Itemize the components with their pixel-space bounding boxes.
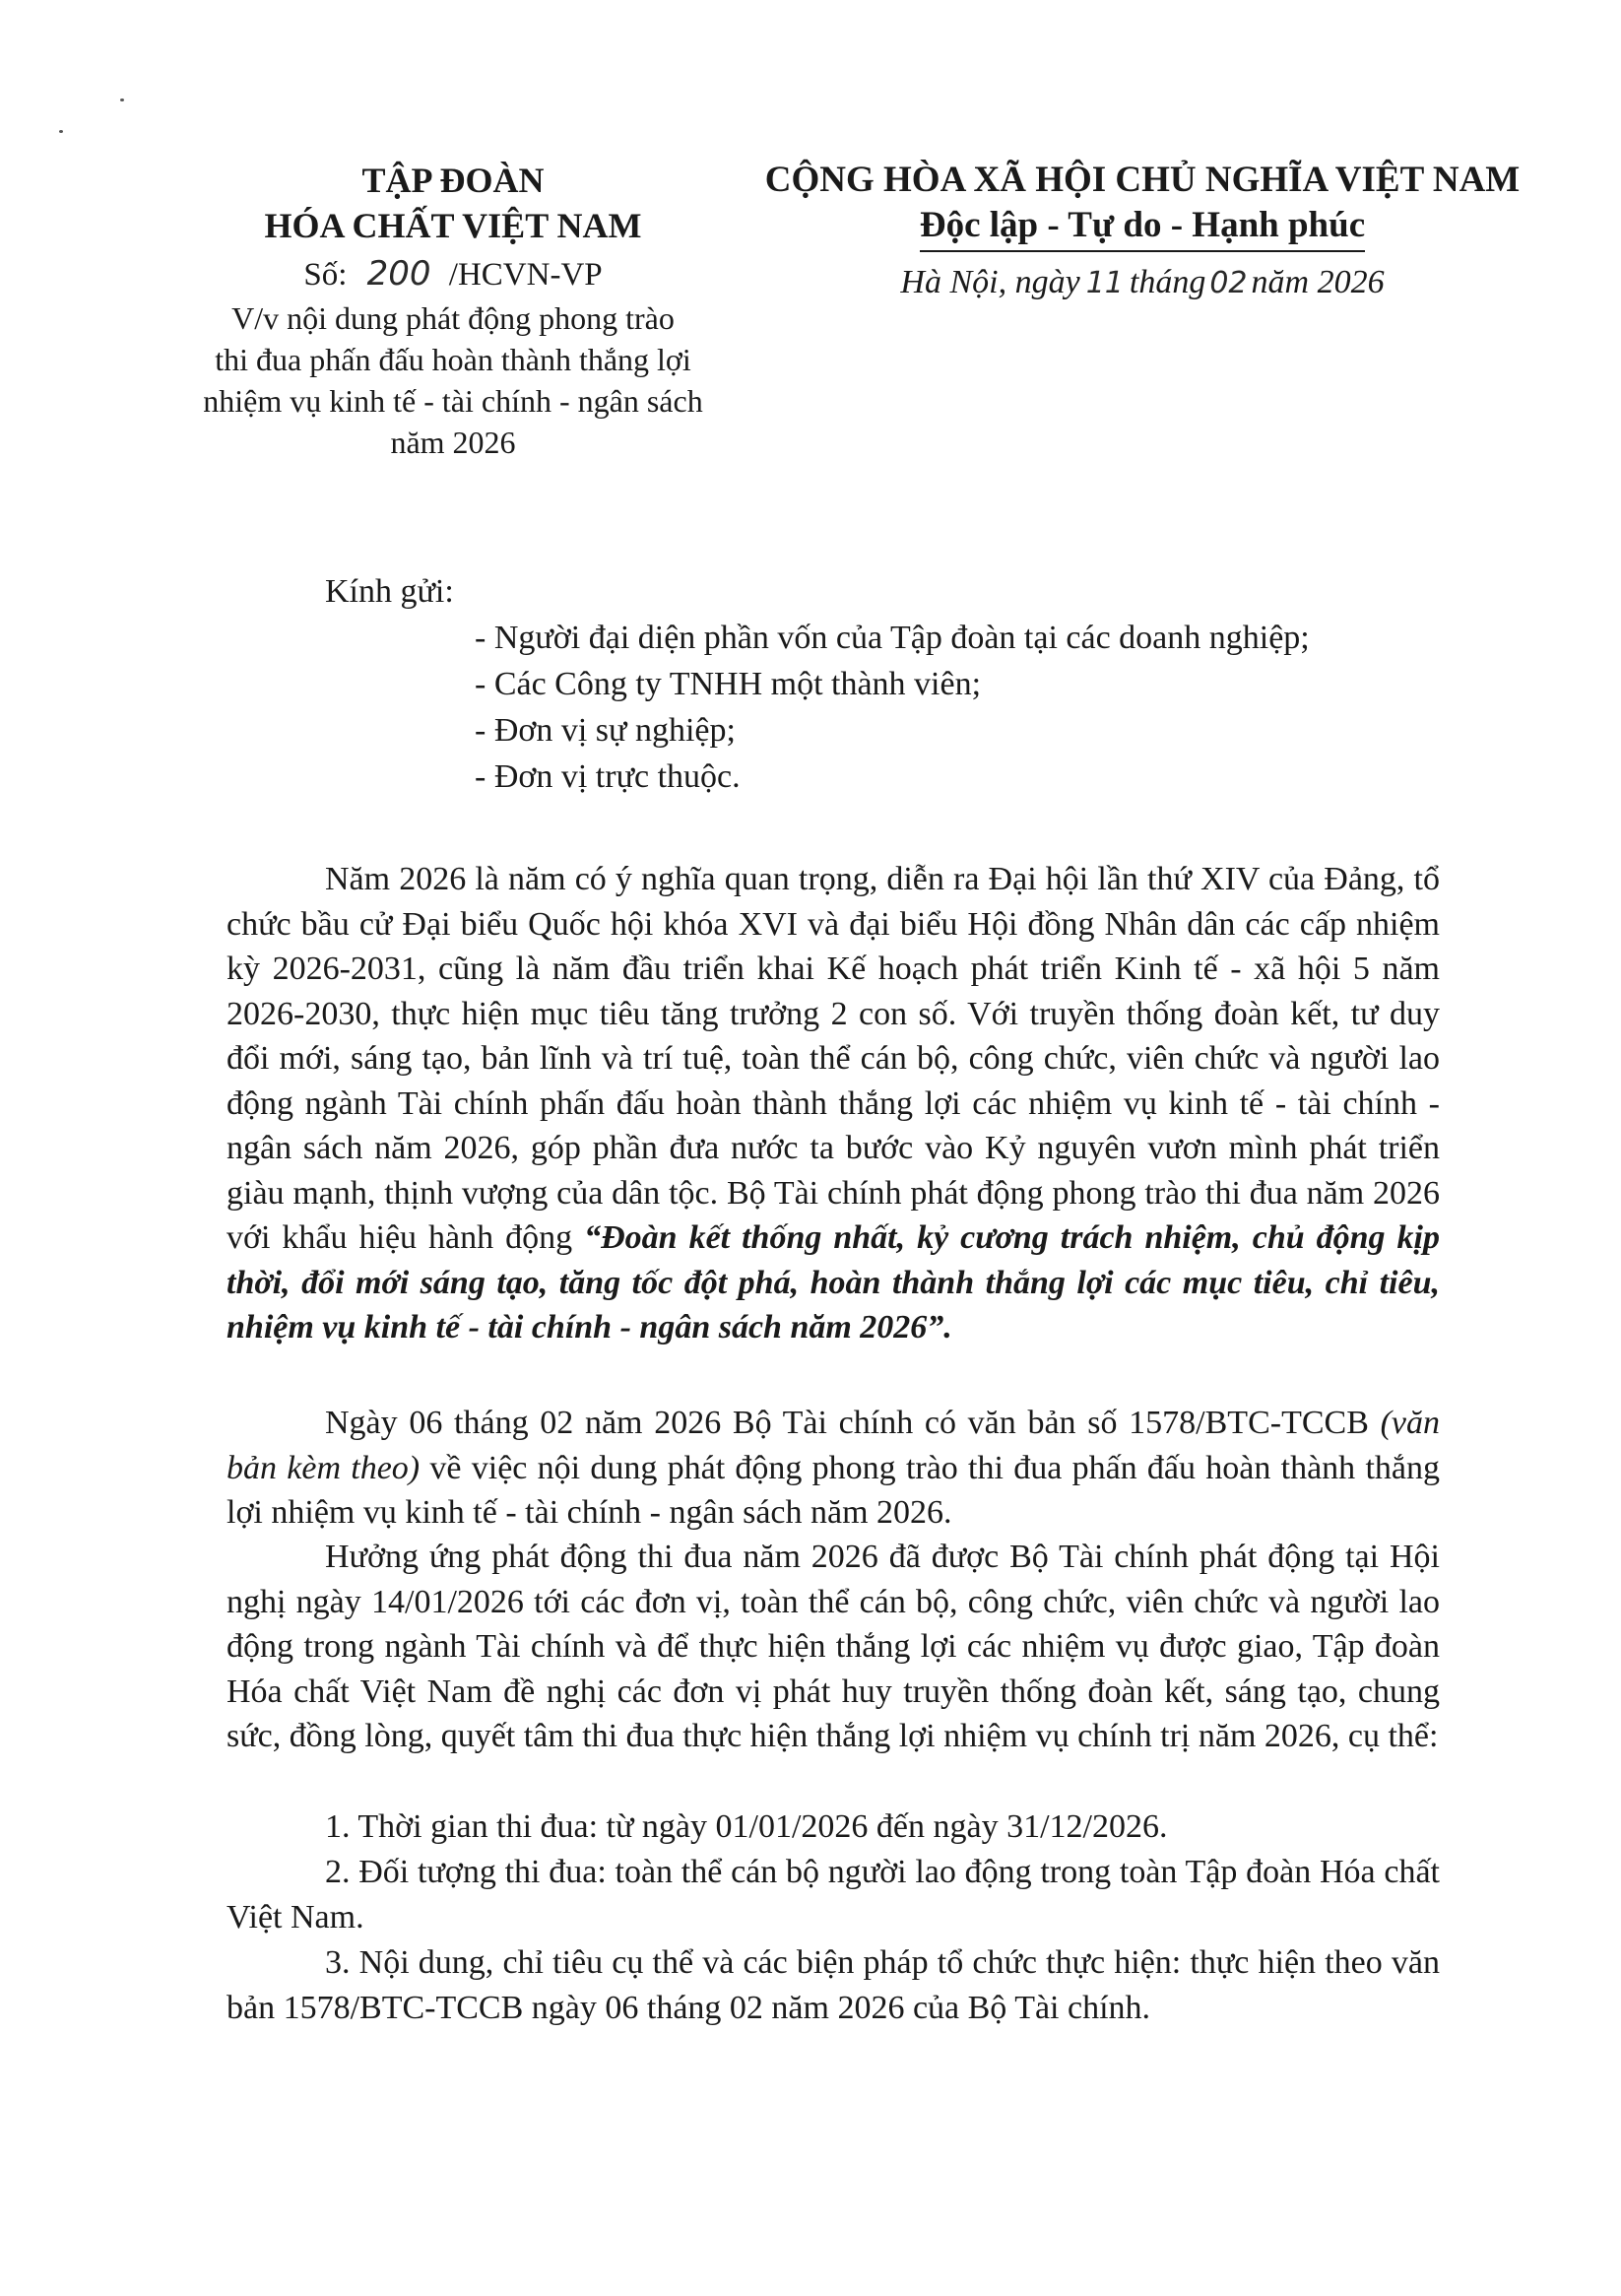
date-month-handwritten: 02 [1209,266,1248,300]
reference-text-after: về việc nội dung phát động phong trào thi đua phấn đấu hoàn thành thắng lợi nhiệm vụ kinh tế - tài chính - ngân sách năm 2026. [227,1449,1440,1531]
document-number-handwritten: 200 [366,254,431,294]
national-motto: Độc lập - Tự do - Hạnh phúc [920,203,1365,252]
list-item-content: 3. Nội dung, chỉ tiêu cụ thể và các biện pháp tổ chức thực hiện: thực hiện theo văn bản 1578/BTC-TCCB ngày 06 tháng 02 năm 2026 của Bộ Tài chính. [227,1944,1440,2026]
paragraph-intro [227,857,1440,1350]
national-title: CỘNG HÒA XÃ HỘI CHỦ NGHĨA VIỆT NAM [764,160,1521,200]
issue-date [748,264,1536,301]
paragraph-intro-text: Năm 2026 là năm có ý nghĩa quan trọng, diễn ra Đại hội lần thứ XIV của Đảng, tổ chức bầu cử Đại biểu Quốc hội khóa XVI và đại biểu Hội đồng Nhân dân các cấp nhiệm kỳ 2026-2031, cũng là năm đầu triển khai Kế hoạch phát triển Kinh tế - xã hội 5 năm 2026-2030, thực hiện mục tiêu tăng trưởng 2 con số. Với truyền thống đoàn kết, tư duy đổi mới, sáng tạo, bản lĩnh và trí tuệ, toàn thể cán bộ, công chức, viên chức và người lao động ngành Tài chính phấn đấu hoàn thành thắng lợi các nhiệm vụ kinh tế - tài chính - ngân sách năm 2026, góp phần đưa nước ta bước vào Kỷ nguyên vươn mình phát triển giàu mạnh, thịnh vượng của dân tộc. Bộ Tài chính phát động phong trào thi đua năm 2026 với khẩu hiệu hành động [227,861,1440,1256]
recipient-item: - Các Công ty TNHH một thành viên; [475,666,982,702]
organization-header [177,158,729,248]
paragraph-response: Hưởng ứng phát động thi đua năm 2026 đã được Bộ Tài chính phát động tại Hội nghị ngày 14/01/2026 tới các đơn vị, toàn thể cán bộ, công chức, viên chức và người lao động trong ngành Tài chính và để thực hiện thắng lợi các nhiệm vụ được giao, Tập đoàn Hóa chất Việt Nam đề nghị các đơn vị phát huy truyền thống đoàn kết, sáng tạo, chung sức, đồng lòng, quyết tâm thi đua thực hiện thắng lợi nhiệm vụ chính trị năm 2026, cụ thể: [227,1539,1440,1754]
org-name-line2: HÓA CHẤT VIỆT NAM [264,206,642,245]
scan-speck [120,98,124,101]
recipient-item: - Người đại diện phần vốn của Tập đoàn tại các doanh nghiệp; [475,620,1310,656]
motto-wrapper [748,203,1536,252]
paragraph-reference [227,1401,1440,1536]
action-slogan: “Đoàn kết thống nhất, kỷ cương trách nhiệm, chủ động kịp thời, đổi mới sáng tạo, tăng tốc đột phá, hoàn thành thắng lợi các mục tiêu, chỉ tiêu, nhiệm vụ kinh tế - tài chính - ngân sách năm 2026”. [227,1219,1440,1345]
recipient-item: - Đơn vị trực thuộc. [475,758,741,795]
subject-line: V/v nội dung phát động phong trào [231,300,675,336]
recipient-item: - Đơn vị sự nghiệp; [475,712,736,749]
reference-attachment-note: (văn bản kèm theo) [227,1405,1441,1486]
reference-text-before: Ngày 06 tháng 02 năm 2026 Bộ Tài chính có văn bản số 1578/BTC-TCCB [325,1405,1369,1441]
date-prefix: Hà Nội, ngày [900,264,1080,300]
scan-speck [59,130,63,133]
subject-line: thi đua phấn đấu hoàn thành thắng lợi [215,342,691,377]
list-item-duration: 1. Thời gian thi đua: từ ngày 01/01/2026 đến ngày 31/12/2026. [325,1808,1168,1845]
document-subject [158,297,748,463]
so-label: Số: [303,257,348,293]
salutation-label: Kính gửi: [325,573,454,610]
date-suffix: năm 2026 [1251,264,1385,300]
date-month-label: tháng [1129,264,1206,300]
recipient-list [475,615,1558,800]
document-number [177,254,729,294]
list-item-participants: 2. Đối tượng thi đua: toàn thể cán bộ người lao động trong toàn Tập đoàn Hóa chất Việt Nam. [227,1854,1440,1935]
org-name-line1: TẬP ĐOÀN [361,161,545,200]
date-day-handwritten: 11 [1085,266,1124,300]
subject-line: năm 2026 [390,425,516,460]
document-number-suffix: /HCVN-VP [448,257,603,293]
subject-line: nhiệm vụ kinh tế - tài chính - ngân sách [203,383,703,419]
